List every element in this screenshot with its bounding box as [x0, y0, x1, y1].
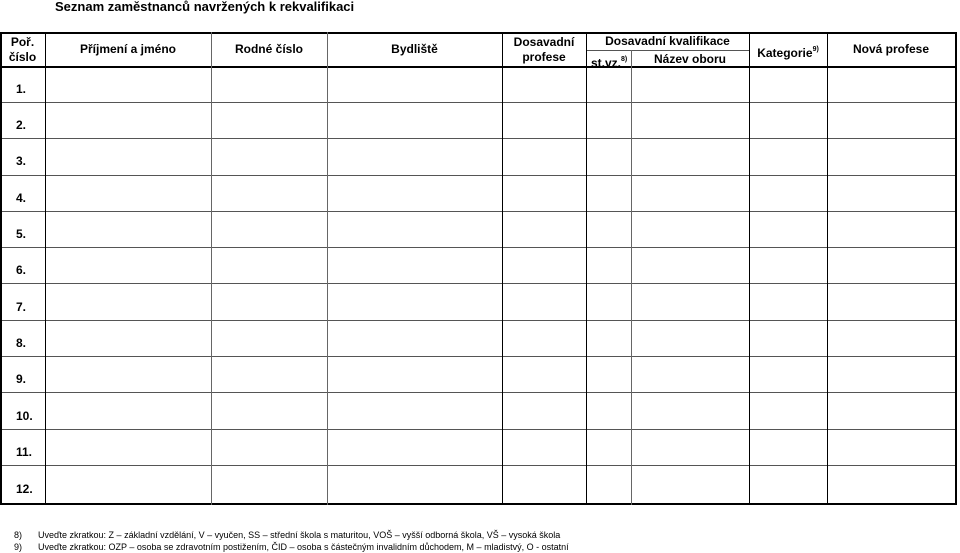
row-number: 12. — [16, 482, 33, 496]
row-number: 11. — [16, 445, 33, 459]
employee-table — [0, 32, 957, 505]
row-number: 8. — [16, 336, 27, 350]
row-number: 3. — [16, 154, 27, 168]
col-header-nova-profese: Nová profese — [852, 42, 930, 56]
row-number: 5. — [16, 227, 27, 241]
row-number: 2. — [16, 118, 27, 132]
col-header-nazev-oboru: Název oboru — [653, 52, 726, 66]
row-number: 9. — [16, 372, 27, 386]
col-header-dosavadni-kvalifikace: Dosavadní kvalifikace — [605, 34, 730, 48]
col-header-st-vz: st.vz.$^{8)}$ — [591, 56, 628, 70]
row-number: 6. — [16, 263, 27, 277]
col-header-prijmeni-jmeno: Příjmení a jméno — [79, 42, 177, 56]
col-header-bydliste: Bydliště — [391, 42, 438, 56]
col-header-dosavadni-profese: Dosavadní profese — [513, 35, 575, 64]
page-title: Seznam zaměstnanců navržených k rekvalifikaci — [55, 0, 355, 14]
row-number: 1. — [16, 82, 27, 96]
footnotes — [14, 529, 569, 553]
row-number: 4. — [16, 191, 27, 205]
col-header-rodne-cislo: Rodné číslo — [234, 42, 303, 56]
col-header-kategorie: Kategorie$^{9)}$ — [757, 46, 819, 60]
row-number: 10. — [16, 409, 33, 423]
footnote-9: 9) Uveďte zkratkou: OZP – osoba se zdravotním postižením, ČID – osoba s částečným invalidním důchodem, M – mladistvý, O - ostatní — [14, 542, 569, 552]
footnote-8: 8) Uveďte zkratkou: Z – základní vzdělání, V – vyučen, SS – střední škola s maturitou, VOŠ – vyšší odborná škola, VŠ – vysoká škola — [14, 530, 561, 540]
col-header-poradove-cislo: Poř. číslo — [8, 35, 37, 64]
row-number: 7. — [16, 300, 27, 314]
